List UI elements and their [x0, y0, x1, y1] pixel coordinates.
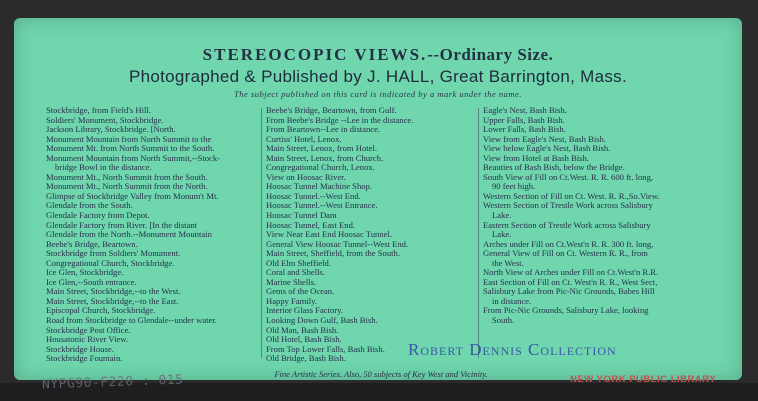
view-list-item: Glimpse of Stockbridge Valley from Monum't Mt.: [46, 190, 219, 201]
view-list-item: Interior Glass Factory.: [266, 305, 344, 316]
view-list-item: Hoosac Tunnel Dam: [266, 210, 337, 221]
view-list-column-1: [46, 106, 268, 364]
view-list-item: Episcopal Church, Stockbridge.: [46, 305, 156, 316]
view-list-item: Congregational Church, Lenox.: [266, 162, 375, 173]
view-list-item: Main Street, Sheffield, from the South.: [266, 248, 400, 259]
view-list-item: Old Bridge, Bash Bish.: [266, 353, 346, 364]
view-list-item: East Section of Fill on Ct. West'n R. R., West Sect,: [483, 276, 658, 287]
view-list-item: Main Street, Lenox, from Hotel.: [266, 143, 377, 154]
view-list-item: Glendale from the North.--Monument Mountain: [46, 229, 212, 240]
view-list-item: North View of Arches under Fill on Ct.West'n R.R.: [483, 267, 659, 278]
view-list-item: Stockbridge, from Field's Hill.: [46, 106, 151, 115]
view-list-item: South.: [492, 315, 515, 326]
view-list-item: Housatonic River View.: [46, 334, 129, 345]
view-list-item: Monument Mt. from North Summit to the South.: [46, 143, 215, 154]
stereoview-card-back: [14, 18, 742, 393]
column-divider: [261, 108, 262, 358]
view-list-item: Glendale Factory from River. [In the distant: [46, 219, 198, 230]
view-list-item: From Top Lower Falls, Bash Bish.: [266, 343, 385, 354]
view-list-item: Old Hotel, Bash Bish.: [266, 334, 342, 345]
view-list-item: View Near East End Hoosac Tunnel.: [266, 229, 392, 240]
view-list-item: Stockbridge House.: [46, 343, 114, 354]
view-list-item: Glendale from the South.: [46, 200, 133, 211]
view-list-item: Arches under Fill on Ct.West'n R. R. 300 ft. long,: [483, 238, 654, 249]
view-list-item: From Beartown--Lee in distance.: [266, 124, 381, 135]
series-note: Fine Artistic Series. Also, 50 subjects of Key West and Vicinity.: [274, 369, 488, 379]
view-list-item: Monument Mt., North Summit from the South.: [46, 171, 208, 182]
view-list-item: Lake.: [492, 229, 512, 240]
card-title: [14, 45, 742, 65]
view-list-item: General View of Fill on Ct. Western R. R., from: [483, 248, 648, 259]
view-list-item: Glendale Factory from Depot.: [46, 210, 150, 221]
view-list-item: View from Hotel at Bash Bish.: [483, 152, 589, 163]
view-list-item: Old Man, Bash Bish.: [266, 324, 339, 335]
view-list-item: Curtiss' Hotel, Lenox.: [266, 133, 342, 144]
card-title-sub: --Ordinary Size.: [427, 45, 554, 64]
view-list-item: the West.: [492, 257, 524, 268]
view-list-item: Beauties of Bash Bish, below the Bridge.: [483, 162, 625, 173]
view-list-item: South View of Fill on Ct.West. R. R. 600 ft. long,: [483, 171, 654, 182]
publisher-line: Photographed & Published by J. HALL, Great Barrington, Mass.: [128, 67, 628, 86]
view-list-item: Salisbury Lake from Pic-Nic Grounds, Babes Hill: [483, 286, 655, 297]
library-stamp: NEW YORK PUBLIC LIBRARY: [570, 374, 717, 385]
card-title-main: STEREOCOPIC VIEWS.: [202, 45, 428, 64]
view-list-item: View below Eagle's Nest, Bash Bish.: [483, 143, 611, 154]
view-list-item: Looking Down Gulf, Bash Bish.: [266, 315, 378, 326]
view-list-item: Main Street, Lenox, from Church.: [266, 152, 384, 163]
view-list-item: Hoosac Tunnel.--West Entrance.: [266, 200, 378, 211]
view-list-item: Ice Glen, Stockbridge.: [46, 267, 124, 278]
handwritten-catalog-number: NYPG90-F220 : 015: [41, 372, 184, 393]
view-list-item: Eastern Section of Trestle Work across Salisbury: [483, 219, 651, 230]
view-list-column-2: [266, 106, 488, 364]
column-divider: [478, 108, 479, 358]
view-list-item: Stockbridge Post Office.: [46, 324, 131, 335]
view-list-item: 90 feet high.: [492, 181, 536, 192]
view-list-item: Happy Family.: [266, 295, 317, 306]
view-list-item: Upper Falls, Bash Bish.: [483, 114, 565, 125]
view-list-item: Main Street, Stockbridge,--to the East.: [46, 295, 179, 306]
collection-stamp: Robert Dennis Collection: [408, 340, 617, 359]
view-list-item: Stockbridge Fountain.: [46, 353, 123, 364]
view-list-item: bridge Bowl in the distance.: [55, 162, 152, 173]
view-list-item: From Pic-Nic Grounds, Salisbury Lake, looking: [483, 305, 649, 316]
view-list-item: Monument Mountain from North Summit to the: [46, 133, 212, 144]
view-list-item: Monument Mt., North Summit from the North.: [46, 181, 208, 192]
view-list-item: Ice Glen,--South entrance.: [46, 276, 137, 287]
view-list-item: Hoosac Tunnel Machine Shop.: [266, 181, 372, 192]
view-list-item: Old Elm Sheffield.: [266, 257, 332, 268]
view-list-item: Hoosac Tunnel, East End.: [266, 219, 356, 230]
view-list-item: View from Eagle's Nest, Bash Bish.: [483, 133, 606, 144]
view-list-item: Monument Mountain from North Summit,--Stock-: [46, 152, 221, 163]
view-list-item: Beebe's Bridge, Beartown, from Gulf.: [266, 106, 397, 115]
view-list-item: General View Hoosac Tunnel--West End.: [266, 238, 409, 249]
view-list-item: Road from Stockbridge to Glendale--under water.: [46, 315, 217, 326]
view-list-item: Lower Falls, Bash Bish.: [483, 124, 566, 135]
view-list-item: Gems of the Ocean.: [266, 286, 335, 297]
card-note: The subject published on this card is indicated by a mark under the name.: [234, 89, 522, 99]
view-list-item: Marine Shells.: [266, 276, 317, 287]
view-list-item: Congregational Church, Stockbridge.: [46, 257, 175, 268]
view-list-item: Eagle's Nest, Bash Bish.: [483, 106, 567, 115]
view-list-item: Western Section of Trestle Work across Salisbury: [483, 200, 653, 211]
view-list-item: From Beebe's Bridge --Lee in the distance.: [266, 114, 414, 125]
view-list-item: Beebe's Bridge, Beartown.: [46, 238, 138, 249]
view-list-column-3: [483, 106, 711, 326]
view-list-item: Main Street, Stockbridge,--to the West.: [46, 286, 181, 297]
view-list-item: Stockbridge from Soldiers' Monument.: [46, 248, 181, 259]
view-list-item: Hoosac Tunnel.--West End.: [266, 190, 361, 201]
view-list-item: Coral and Shells.: [266, 267, 325, 278]
view-list-item: Jackson Library, Stockbridge. [North.: [46, 124, 176, 135]
view-list-item: in distance.: [492, 295, 532, 306]
view-list-item: Western Section of Fill on Ct. West. R. R.,So.View.: [483, 190, 660, 201]
view-list-item: Lake.: [492, 210, 512, 221]
view-list-item: View on Hoosac River.: [266, 171, 346, 182]
view-list-item: Soldiers' Monument, Stockbridge.: [46, 114, 164, 125]
